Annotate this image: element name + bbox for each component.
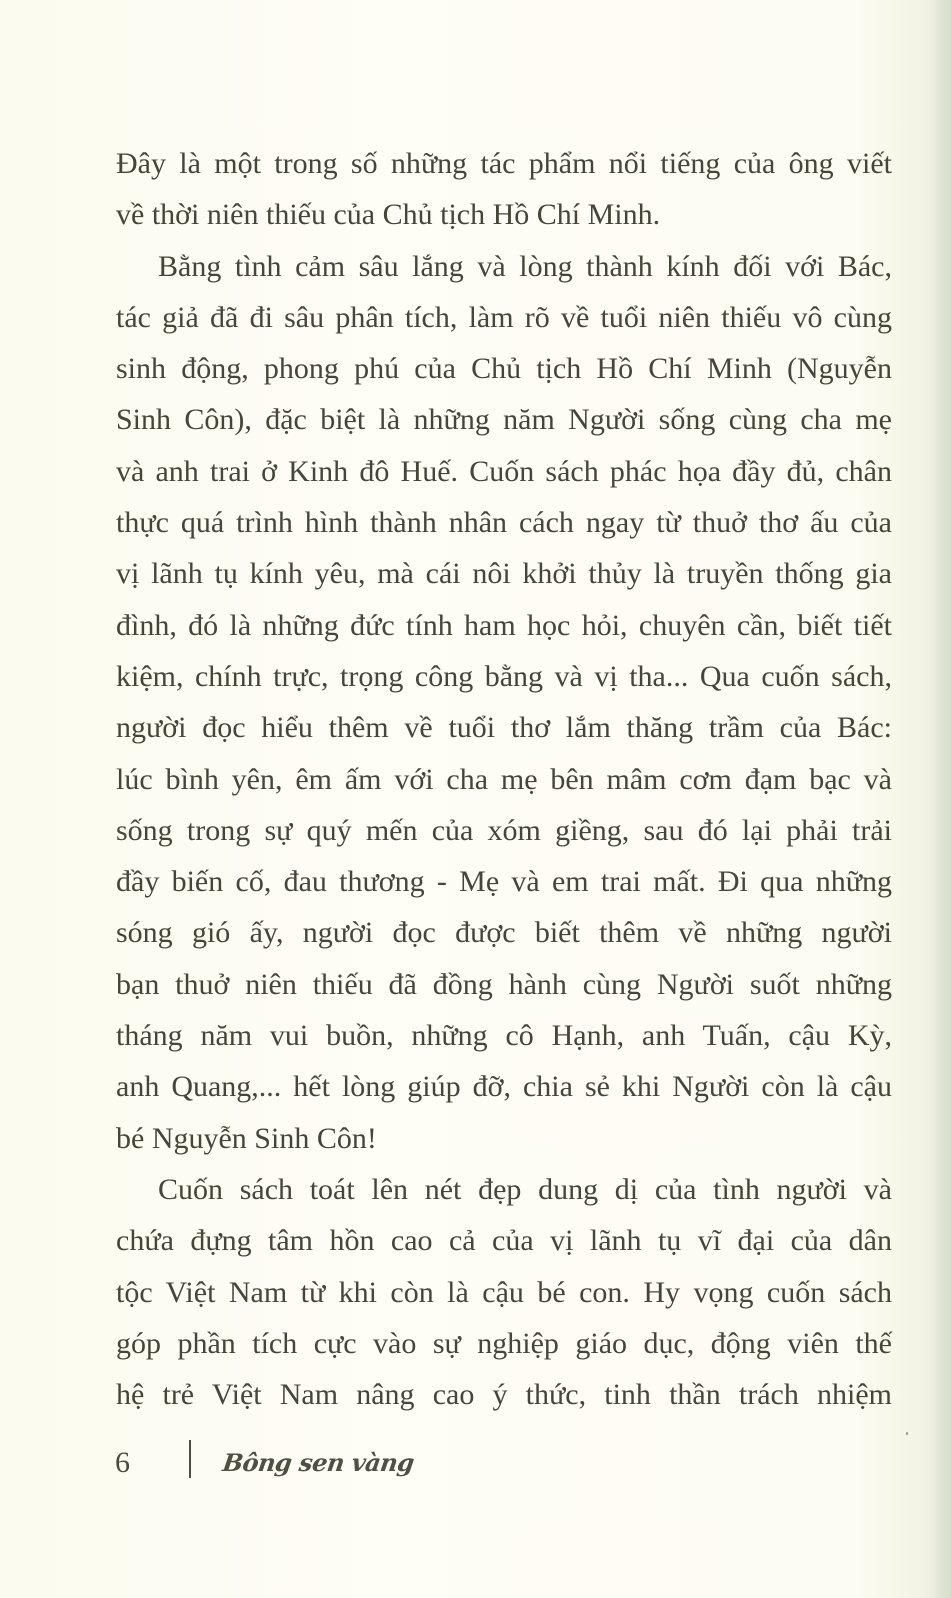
print-speck bbox=[906, 1432, 908, 1435]
text-line: hệ trẻ Việt Nam nâng cao ý thức, tinh thần trách nhiệm bbox=[116, 1378, 892, 1412]
text-line: sống trong sự quý mến của xóm giềng, sau đó lại phải trải bbox=[116, 813, 892, 847]
footer-divider bbox=[189, 1440, 191, 1478]
body-text bbox=[116, 138, 892, 1420]
page-footer bbox=[115, 1440, 515, 1490]
text-line: về thời niên thiếu của Chủ tịch Hồ Chí Minh. bbox=[116, 198, 661, 232]
page-edge-shadow bbox=[933, 0, 951, 1598]
text-line: tộc Việt Nam từ khi còn là cậu bé con. Hy vọng cuốn sách bbox=[116, 1275, 892, 1309]
text-line: kiệm, chính trực, trọng công bằng và vị tha... Qua cuốn sách, bbox=[116, 659, 892, 693]
text-line: anh Quang,... hết lòng giúp đỡ, chia sẻ khi Người còn là cậu bbox=[116, 1070, 892, 1104]
text-line: tác giả đã đi sâu phân tích, làm rõ về tuổi niên thiếu vô cùng bbox=[116, 300, 892, 334]
text-line: tháng năm vui buồn, những cô Hạnh, anh Tuấn, cậu Kỳ, bbox=[116, 1019, 892, 1053]
text-line: Sinh Côn), đặc biệt là những năm Người sống cùng cha mẹ bbox=[116, 403, 892, 437]
text-line: góp phần tích cực vào sự nghiệp giáo dục, động viên thế bbox=[116, 1326, 892, 1360]
text-line: sinh động, phong phú của Chủ tịch Hồ Chí Minh (Nguyễn bbox=[116, 352, 892, 386]
text-line: Cuốn sách toát lên nét đẹp dung dị của tình người và bbox=[158, 1172, 892, 1206]
running-title: Bông sen vàng bbox=[220, 1448, 416, 1477]
text-line: lúc bình yên, êm ấm với cha mẹ bên mâm cơm đạm bạc và bbox=[116, 762, 892, 796]
text-line: thực quá trình hình thành nhân cách ngay từ thuở thơ ấu của bbox=[116, 506, 892, 540]
text-line: và anh trai ở Kinh đô Huế. Cuốn sách phác họa đầy đủ, chân bbox=[116, 454, 892, 488]
text-line: vị lãnh tụ kính yêu, mà cái nôi khởi thủy là truyền thống gia bbox=[116, 557, 892, 591]
text-line: chứa đựng tâm hồn cao cả của vị lãnh tụ vĩ đại của dân bbox=[116, 1224, 892, 1258]
paragraph bbox=[116, 1164, 892, 1420]
text-line: đầy biến cố, đau thương - Mẹ và em trai mất. Đi qua những bbox=[116, 865, 892, 899]
text-line: đình, đó là những đức tính ham học hỏi, chuyên cần, biết tiết bbox=[116, 608, 892, 642]
text-line: người đọc hiểu thêm về tuổi thơ lắm thăng trầm của Bác: bbox=[116, 711, 892, 745]
page-number: 6 bbox=[115, 1446, 130, 1479]
text-line: Đây là một trong số những tác phẩm nổi tiếng của ông viết bbox=[116, 147, 892, 180]
paragraph bbox=[116, 138, 892, 241]
paragraph bbox=[116, 241, 892, 1164]
text-line: Bằng tình cảm sâu lắng và lòng thành kính đối với Bác, bbox=[158, 249, 892, 283]
text-line: bạn thuở niên thiếu đã đồng hành cùng Người suốt những bbox=[116, 967, 892, 1001]
text-line: sóng gió ấy, người đọc được biết thêm về những người bbox=[116, 916, 892, 950]
text-line: bé Nguyễn Sinh Côn! bbox=[116, 1121, 377, 1155]
